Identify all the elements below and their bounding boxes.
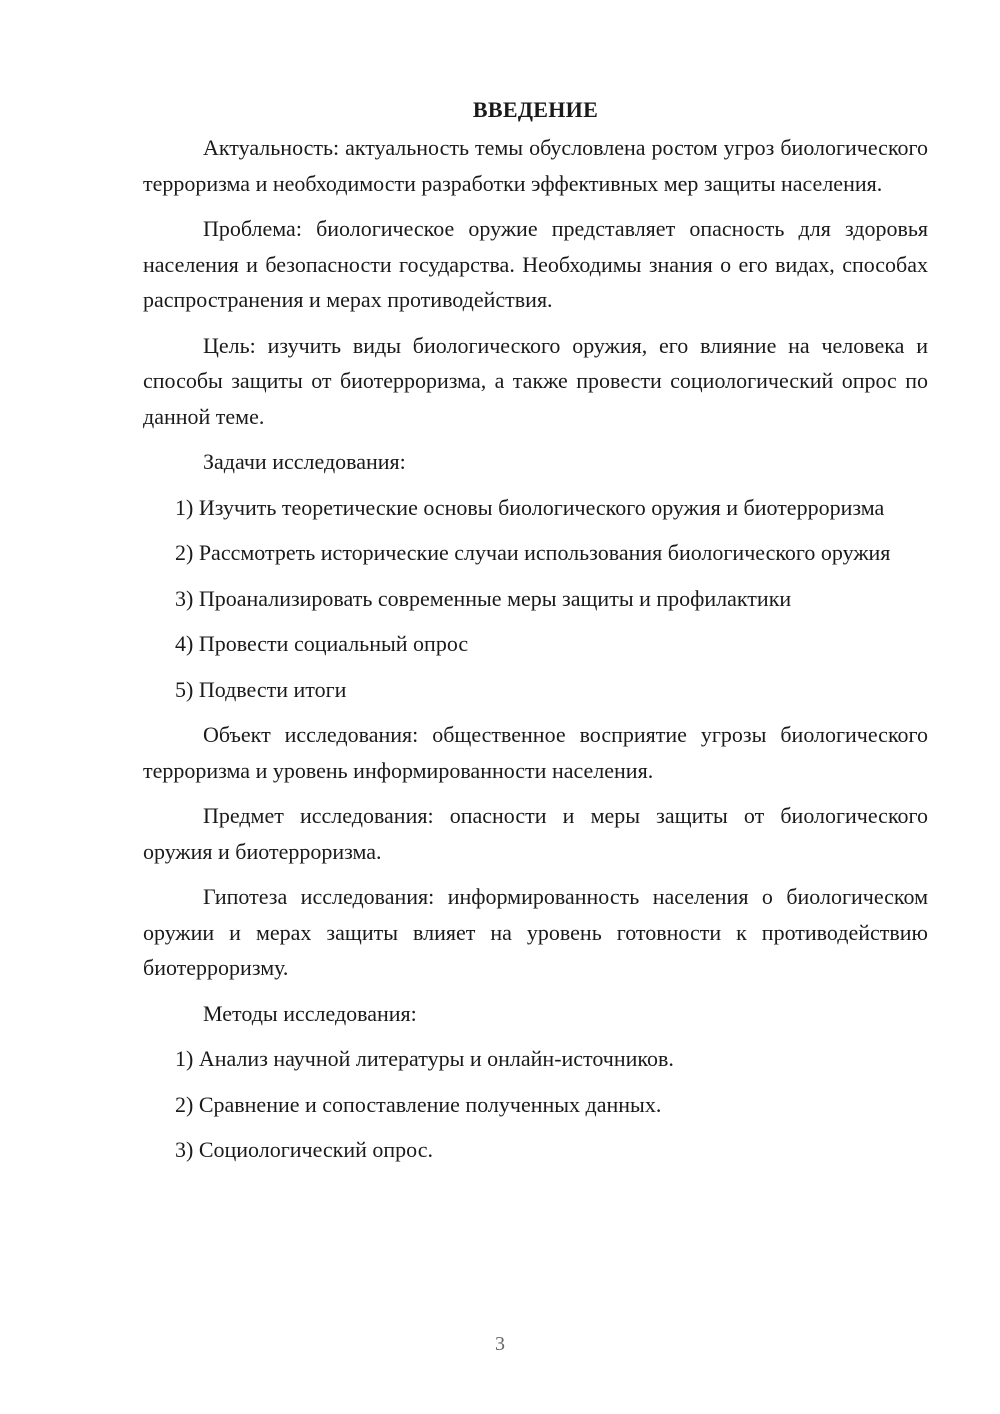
task-item: 5) Подвести итоги: [175, 676, 347, 702]
object-paragraph: Объект исследования: общественное восприятие угрозы биологического терроризма и уровень информированности населения.: [143, 722, 928, 783]
method-item: 2) Сравнение и сопоставление полученных данных.: [175, 1091, 662, 1117]
goal-paragraph: Цель: изучить виды биологического оружия, его влияние на человека и способы защиты от биотерроризма, а также провести социологический опрос по данной теме.: [143, 332, 928, 429]
page-number: 3: [495, 1333, 505, 1355]
task-item: 3) Проанализировать современные меры защиты и профилактики: [175, 585, 792, 611]
hypothesis-paragraph: Гипотеза исследования: информированность населения о биологическом оружии и мерах защиты влияет на уровень готовности к противодействию биотерроризму.: [143, 884, 928, 980]
task-item: 2) Рассмотреть исторические случаи использования биологического оружия: [175, 540, 891, 565]
page-title: ВВЕДЕНИЕ: [472, 97, 599, 122]
methods-heading: Методы исследования:: [203, 1000, 417, 1026]
method-item: 3) Социологический опрос.: [175, 1137, 433, 1162]
task-item: 4) Провести социальный опрос: [175, 631, 469, 656]
tasks-heading: Задачи исследования:: [203, 449, 406, 474]
task-item: 1) Изучить теоретические основы биологического оружия и биотерроризма: [175, 494, 885, 520]
relevance-paragraph: Актуальность: актуальность темы обусловлена ростом угроз биологического терроризма и необходимости разработки эффективных мер защиты населения.: [143, 135, 928, 196]
method-item: 1) Анализ научной литературы и онлайн-источников.: [175, 1046, 674, 1071]
page-content: [143, 92, 928, 1178]
subject-paragraph: Предмет исследования: опасности и меры защиты от биологического оружия и биотерроризма.: [143, 803, 928, 864]
problem-paragraph: Проблема: биологическое оружие представляет опасность для здоровья населения и безопасности государства. Необходимы знания о его видах, способах распространения и мерах противодействия.: [143, 216, 928, 312]
